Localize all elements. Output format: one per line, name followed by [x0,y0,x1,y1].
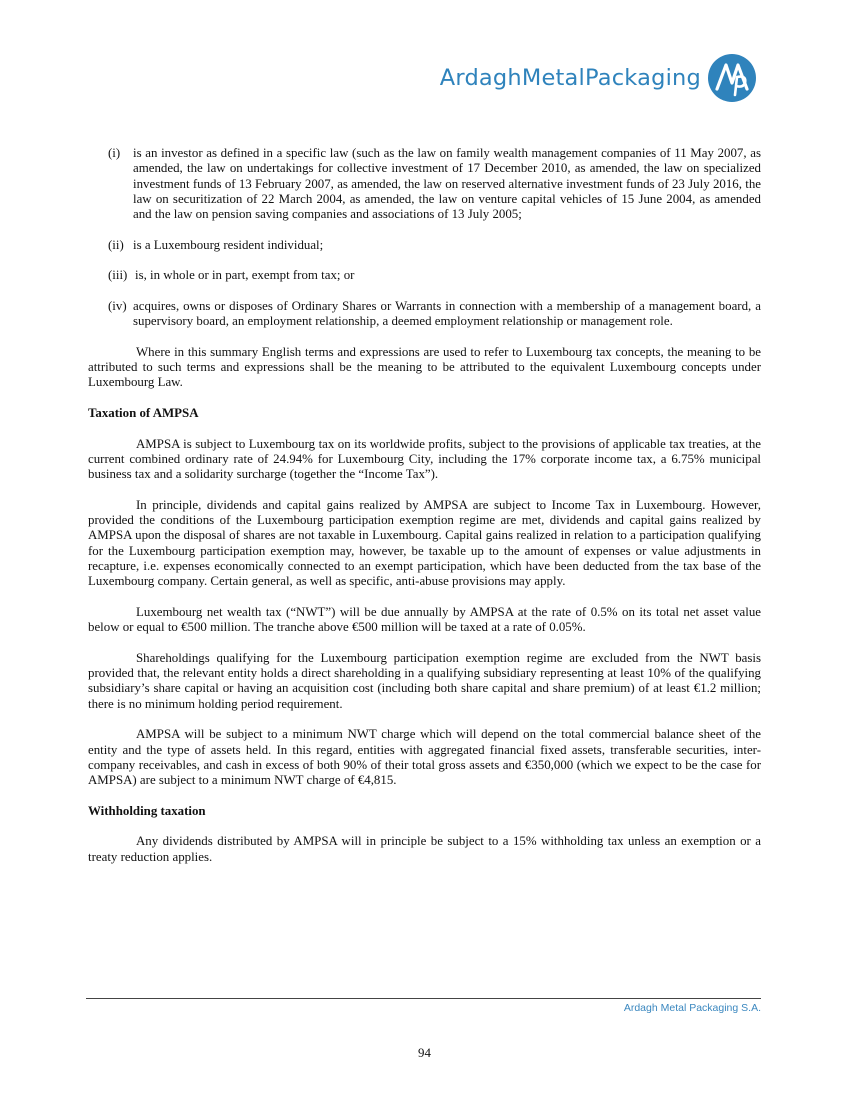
logo-word-packaging: Packaging [584,65,701,91]
list-item-text: is an investor as defined in a specific law (such as the law on family wealth management companies of 11 May 2007, as amended, the law on undertakings for collective investment of 17 December 2010, as amended, the law on specialized investment funds of 13 February 2007, as amended, the law on reserved alternative investment funds of 23 July 2016, the law on securitization of 22 March 2004, as amended, the law on venture capital vehicles of 15 June 2004, as amended and the law on pension saving companies and associations of 13 July 2005; [133,146,761,222]
list-item [108,146,761,222]
paragraph: AMPSA is subject to Luxembourg tax on its worldwide profits, subject to the provisions of applicable tax treaties, at the current combined ordinary rate of 24.94% for Luxembourg City, including the 17% corporate income tax, a 6.75% municipal business tax and a solidarity surcharge (together the “Income Tax”). [88,436,761,482]
logo-word-metal: Metal [521,65,585,91]
list-item [108,268,761,283]
footer-company-name: Ardagh Metal Packaging S.A. [623,1002,761,1014]
list-item-text: is a Luxembourg resident individual; [133,237,324,252]
list-item-number: (iv) [108,298,127,313]
list-item [108,299,761,330]
paragraph: AMPSA will be subject to a minimum NWT charge which will depend on the total commercial balance sheet of the entity and the type of assets held. In this regard, entities with aggregated financial fixed assets, transferable securities, inter-company receivables, and cash in excess of both 90% of their total gross assets and €350,000 (which we expect to be the case for AMPSA) are subject to a minimum NWT charge of €4,815. [88,727,761,788]
list-item-number: (ii) [108,237,124,252]
section-heading-taxation-of-ampsa: Taxation of AMPSA [88,406,199,421]
footer-divider [86,998,761,999]
list-item [108,238,761,253]
paragraph: In principle, dividends and capital gains realized by AMPSA are subject to Income Tax in Luxembourg. However, provided the conditions of the Luxembourg participation exemption regime are met, dividends and capital gains realized by AMPSA upon the disposal of shares are not taxable in Luxembourg. Capital gains realized in relation to a participation qualifying for the Luxembourg participation exemption may, however, be taxable up to the amount of expenses or value adjustments in recapture, i.e. expenses economically connected to an exempt participation, which have been deducted from the tax base of the Luxembourg company. Certain general, as well as specific, anti-abuse provisions may apply. [88,497,761,589]
intro-paragraph: Where in this summary English terms and expressions are used to refer to Luxembourg tax concepts, the meaning to be attributed to such terms and expressions shall be the meaning to be attributed to the equivalent Luxembourg concepts under Luxembourg Law. [88,344,761,390]
paragraph: Shareholdings qualifying for the Luxembourg participation exemption regime are excluded from the NWT basis provided that, the relevant entity holds a direct shareholding in a qualifying subsidiary representing at least 10% of the qualifying subsidiary’s share capital or having an acquisition cost (including both share capital and share premium) of at least €1.2 million; there is no minimum holding period requirement. [88,650,761,711]
list-item-number: (iii) [108,268,128,283]
list-item-text: is, in whole or in part, exempt from tax; or [135,268,355,283]
logo-word-ardagh: Ardagh [439,65,522,91]
logo-wordmark [440,65,701,91]
amp-monogram-icon [707,53,757,103]
company-logo [440,52,757,104]
section-heading-withholding-taxation: Withholding taxation [88,803,206,818]
document-body [88,146,761,880]
page-number: 94 [418,1046,431,1060]
list-item-text: acquires, owns or disposes of Ordinary Shares or Warrants in connection with a membership of a management board, a supervisory board, an employment relationship, a deemed employment relationship or management role. [133,298,761,329]
list-item-number: (i) [108,146,121,160]
paragraph: Any dividends distributed by AMPSA will in principle be subject to a 15% withholding tax unless an exemption or a treaty reduction applies. [88,834,761,864]
paragraph: Luxembourg net wealth tax (“NWT”) will be due annually by AMPSA at the rate of 0.5% on its total net asset value below or equal to €500 million. The tranche above €500 million will be taxed at a rate of 0.05%. [88,604,761,635]
